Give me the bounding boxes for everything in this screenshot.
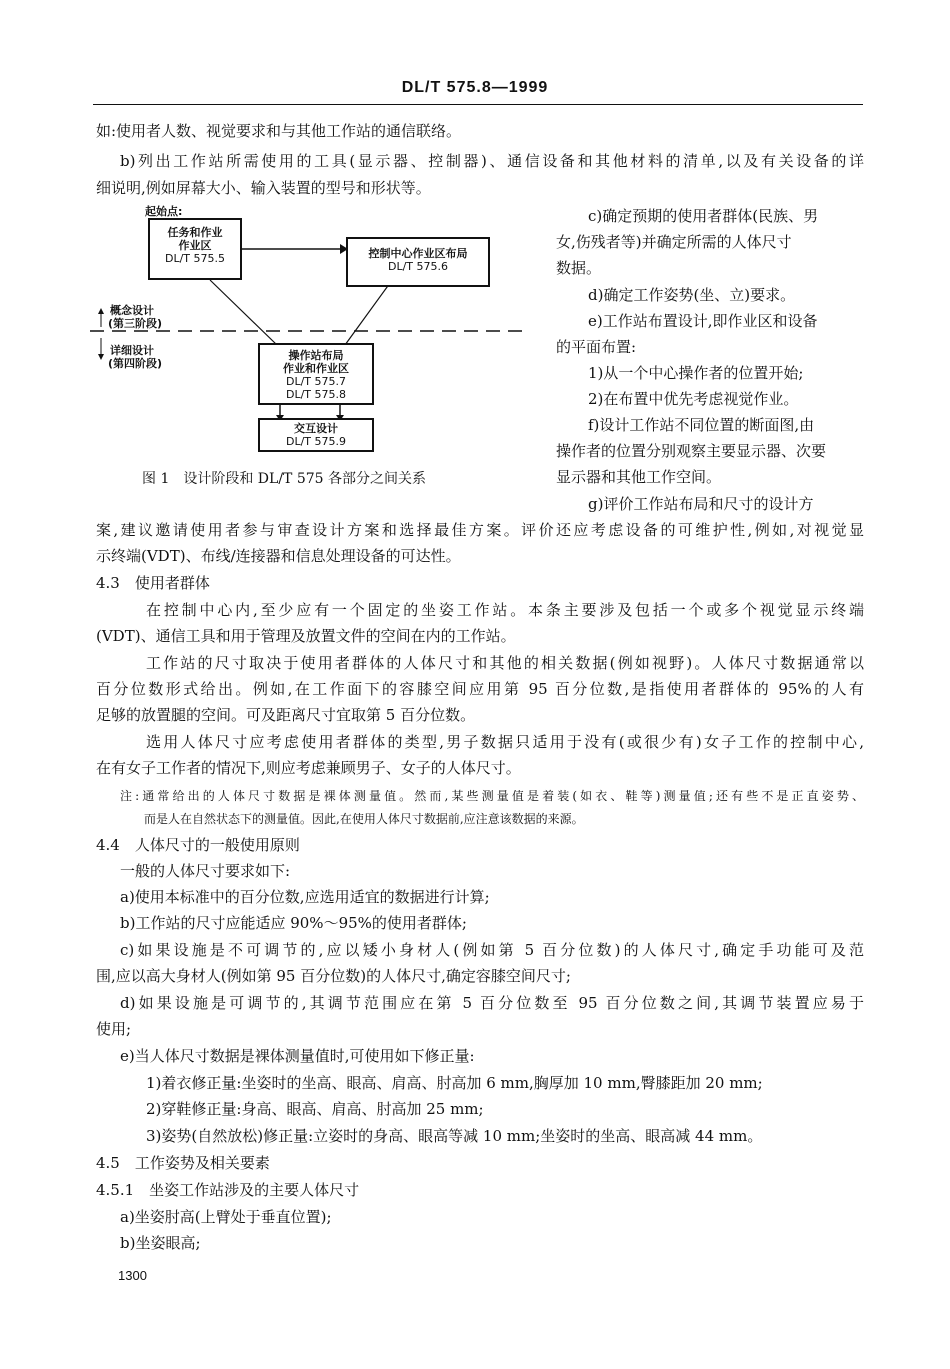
item-f-line1: f)设计工作站不同位置的断面图,由 (588, 416, 815, 434)
box-layout-code1: DL/T 575.7 (285, 375, 346, 388)
item-e-line2: 的平面布置: (556, 338, 637, 356)
header-code: DL/T 575.8—1999 (401, 79, 549, 96)
box-task-line1: 任务和作业 (167, 226, 223, 239)
s43-note-line1: 注:通常给出的人体尺寸数据是裸体测量值。然而,某些测量值是着装(如衣、鞋等)测量值;还有些不是正直姿势、 (120, 789, 864, 803)
s44-item-c-line1: c)如果设施是不可调节的,应以矮小身材人(例如第 5 百分位数)的人体尺寸,确定手功能可及范 (120, 941, 864, 959)
s43-p1-line1: 在控制中心内,至少应有一个固定的坐姿工作站。本条主要涉及包括一个或多个视觉显示终端 (146, 601, 864, 619)
s44-intro: 一般的人体尺寸要求如下: (120, 862, 291, 880)
s43-p2-line3: 足够的放置腿的空间。可及距离尺寸宜取第 5 百分位数。 (96, 706, 476, 724)
box-task-code: DL/T 575.5 (164, 252, 225, 265)
section-4-5-1-title: 4.5.1 坐姿工作站涉及的主要人体尺寸 (96, 1181, 360, 1199)
item-f-line3: 显示器和其他工作空间。 (556, 468, 722, 486)
item-g-line3: 示终端(VDT)、布线/连接器和信息处理设备的可达性。 (96, 547, 461, 565)
phase3-label: 概念设计 (110, 304, 154, 317)
start-label: 起始点: (145, 205, 183, 218)
s44-item-c-line2: 围,应以高大身材人(例如第 95 百分位数)的人体尺寸,确定容膝空间尺寸; (96, 967, 571, 985)
s44-item-b: b)工作站的尺寸应能适应 90%～95%的使用者群体; (120, 914, 467, 932)
box-control-code: DL/T 575.6 (387, 260, 448, 273)
box-interaction-code: DL/T 575.9 (285, 435, 346, 448)
s43-p2-line2: 百分位数形式给出。例如,在工作面下的容膝空间应用第 95 百分位数,是指使用者群体的 95%的人有 (96, 680, 864, 698)
item-b-line1: b)列出工作站所需使用的工具(显示器、控制器)、通信设备和其他材料的清单,以及有关设备的详 (120, 152, 864, 170)
item-e-sub1: 1)从一个中心操作者的位置开始; (588, 364, 804, 382)
box-task-line2: 作业区 (178, 239, 212, 252)
section-4-5-title: 4.5 工作姿势及相关要素 (96, 1154, 270, 1172)
item-e-sub2: 2)在布置中优先考虑视觉作业。 (588, 390, 799, 408)
section-4-3-title: 4.3 使用者群体 (96, 574, 210, 592)
box-control (346, 237, 490, 287)
s45-item-a: a)坐姿肘高(上臂处于垂直位置); (120, 1208, 332, 1226)
page-number: 1300 (118, 1268, 147, 1283)
s44-item-e2: 2)穿鞋修正量:身高、眼高、肩高、肘高加 25 mm; (146, 1100, 484, 1118)
figure-caption: 图 1 设计阶段和 DL/T 575 各部分之间关系 (142, 471, 427, 487)
s44-item-d-line2: 使用; (96, 1020, 132, 1038)
box-interaction (258, 418, 374, 452)
item-g-line1: g)评价工作站布局和尺寸的设计方 (588, 495, 814, 513)
item-g-line2: 案,建议邀请使用者参与审查设计方案和选择最佳方案。评价还应考虑设备的可维护性,例如,对视觉显 (96, 521, 864, 539)
box-layout (258, 343, 374, 405)
box-task (148, 218, 242, 280)
item-f-line2: 操作者的位置分别观察主要显示器、次要 (556, 442, 827, 460)
phase4-sub: (第四阶段) (108, 357, 163, 370)
header-rule (93, 104, 863, 105)
item-e-line1: e)工作站布置设计,即作业区和设备 (588, 312, 818, 330)
box-layout-code2: DL/T 575.8 (285, 388, 346, 401)
s43-note-line2: 而是人在自然状态下的测量值。因此,在使用人体尺寸数据前,应注意该数据的来源。 (144, 812, 584, 826)
s45-item-b: b)坐姿眼高; (120, 1234, 201, 1252)
s44-item-d-line1: d)如果设施是可调节的,其调节范围应在第 5 百分位数至 95 百分位数之间,其调节装置应易于 (120, 994, 864, 1012)
box-layout-line2: 作业和作业区 (283, 362, 349, 375)
phase3-sub: (第三阶段) (108, 317, 163, 330)
s44-item-a: a)使用本标准中的百分位数,应选用适宜的数据进行计算; (120, 888, 490, 906)
s44-item-e: e)当人体尺寸数据是裸体测量值时,可使用如下修正量: (120, 1047, 475, 1065)
s44-item-e1: 1)着衣修正量:坐姿时的坐高、眼高、肩高、肘高加 6 mm,胸厚加 10 mm,臀膝距加 20 mm; (146, 1074, 763, 1092)
s44-item-e3: 3)姿势(自然放松)修正量:立姿时的身高、眼高等减 10 mm;坐姿时的坐高、眼高减 44 mm。 (146, 1127, 763, 1145)
item-c-line2: 女,伤残者等)并确定所需的人体尺寸 (556, 233, 792, 251)
item-c-line1: c)确定预期的使用者群体(民族、男 (588, 207, 819, 225)
section-4-4-title: 4.4 人体尺寸的一般使用原则 (96, 836, 300, 854)
figure-1 (90, 200, 540, 490)
item-c-line3: 数据。 (556, 259, 602, 277)
box-control-line1: 控制中心作业区布局 (368, 247, 468, 260)
intro-line: 如:使用者人数、视觉要求和与其他工作站的通信联络。 (96, 122, 462, 140)
s43-p3-line2: 在有女子工作者的情况下,则应考虑兼顾男子、女子的人体尺寸。 (96, 759, 521, 777)
s43-p3-line1: 选用人体尺寸应考虑使用者群体的类型,男子数据只适用于没有(或很少有)女子工作的控制中心, (146, 733, 864, 751)
item-d-line1: d)确定工作姿势(坐、立)要求。 (588, 286, 796, 304)
s43-p1-line2: (VDT)、通信工具和用于管理及放置文件的空间在内的工作站。 (96, 627, 516, 645)
box-layout-line1: 操作站布局 (288, 349, 344, 362)
phase4-label: 详细设计 (110, 344, 154, 357)
box-interaction-line1: 交互设计 (294, 422, 338, 435)
item-b-line2: 细说明,例如屏幕大小、输入装置的型号和形状等。 (96, 179, 431, 197)
s43-p2-line1: 工作站的尺寸取决于使用者群体的人体尺寸和其他的相关数据(例如视野)。人体尺寸数据通常以 (146, 654, 864, 672)
